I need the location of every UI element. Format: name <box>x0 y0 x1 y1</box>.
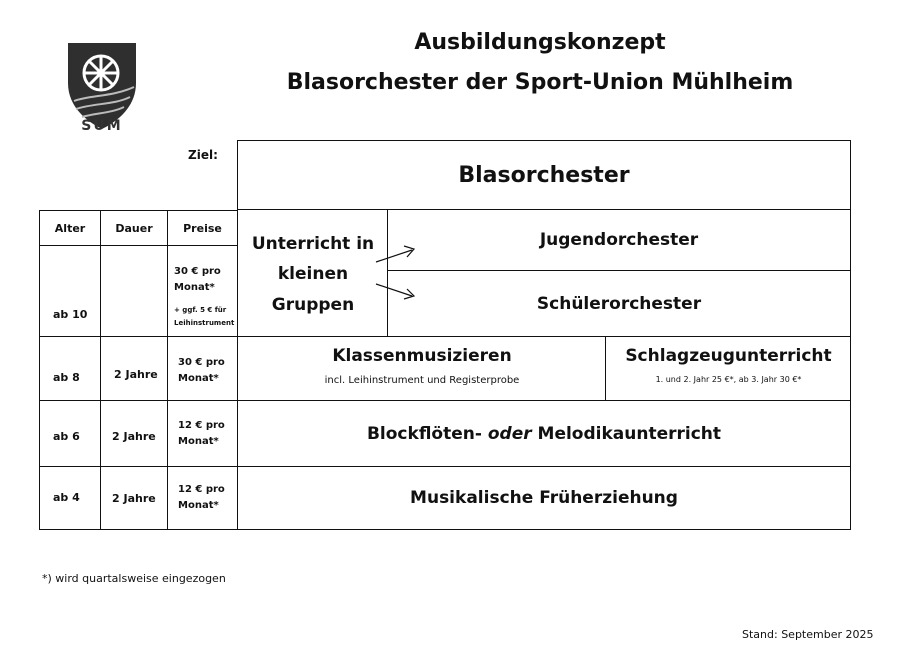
early-music-cell <box>237 466 851 530</box>
row1-age: ab 10 <box>53 308 88 321</box>
page-title: Ausbildungskonzept <box>414 30 666 55</box>
row4-price: 12 € pro <box>178 484 225 495</box>
early-music: Musikalische Früherziehung <box>410 488 678 508</box>
row1-price-unit: Monat* <box>174 282 215 293</box>
row3-price-cell <box>167 400 238 467</box>
recorder-text: Blockflöten- <box>366 423 482 444</box>
student-orchestra: Schülerorchester <box>536 293 702 314</box>
small-groups-line2: kleinen <box>277 264 349 284</box>
goal-value: Blasorchester <box>458 162 630 188</box>
row4-age-cell <box>39 466 101 530</box>
row4-price-unit: Monat* <box>178 500 219 511</box>
row3-price: 12 € pro <box>178 420 225 431</box>
row4-age: ab 4 <box>53 491 80 504</box>
goal-box <box>237 140 851 210</box>
row4-duration-cell <box>100 466 168 530</box>
small-groups-line3: Gruppen <box>271 295 355 315</box>
row1-age-cell <box>39 245 101 337</box>
row3-age-cell <box>39 400 101 467</box>
class-music-note: incl. Leihinstrument und Registerprobe <box>324 375 520 386</box>
row3-price-unit: Monat* <box>178 436 219 447</box>
row2-age-cell <box>39 336 101 401</box>
student-orchestra-cell <box>387 270 851 337</box>
row1-duration-cell <box>100 245 168 337</box>
row3-age: ab 6 <box>53 430 80 443</box>
row2-price-unit: Monat* <box>178 373 219 384</box>
footnote: *) wird quartalsweise eingezogen <box>42 572 226 585</box>
logo-text: SUM <box>81 118 123 134</box>
goal-label: Ziel: <box>188 148 218 162</box>
melodica-text: Melodikaunterricht <box>537 423 722 444</box>
drum-lessons-note: 1. und 2. Jahr 25 €*, ab 3. Jahr 30 €* <box>655 375 802 384</box>
row1-price: 30 € pro <box>174 266 221 277</box>
small-groups-line1: Unterricht in <box>251 234 375 254</box>
row2-price: 30 € pro <box>178 357 225 368</box>
class-music-cell <box>237 336 606 401</box>
drum-lessons-cell <box>605 336 851 401</box>
row4-price-cell <box>167 466 238 530</box>
row1-price-cell <box>167 245 238 337</box>
row2-duration-cell <box>100 336 168 401</box>
header-age: Alter <box>39 210 101 246</box>
recorder-cell <box>237 400 851 467</box>
or-text: oder <box>487 423 532 444</box>
row2-price-cell <box>167 336 238 401</box>
arrows <box>370 236 430 306</box>
row2-age: ab 8 <box>53 371 80 384</box>
page-subtitle: Blasorchester der Sport-Union Mühlheim <box>286 70 794 95</box>
youth-orchestra: Jugendorchester <box>539 230 699 250</box>
youth-orchestra-cell <box>387 209 851 271</box>
row1-price-note2: Leihinstrument <box>174 319 235 327</box>
drum-lessons: Schlagzeugunterricht <box>625 346 832 366</box>
row2-duration: 2 Jahre <box>114 368 158 381</box>
row3-duration-cell <box>100 400 168 467</box>
row1-price-note: + ggf. 5 € für <box>174 306 227 314</box>
small-groups-cell <box>237 209 388 337</box>
row4-duration: 2 Jahre <box>112 492 156 505</box>
class-music: Klassenmusizieren <box>332 346 512 366</box>
header-duration: Dauer <box>100 210 168 246</box>
header-price: Preise <box>167 210 238 246</box>
status-date: Stand: September 2025 <box>742 628 874 641</box>
row3-duration: 2 Jahre <box>112 430 156 443</box>
